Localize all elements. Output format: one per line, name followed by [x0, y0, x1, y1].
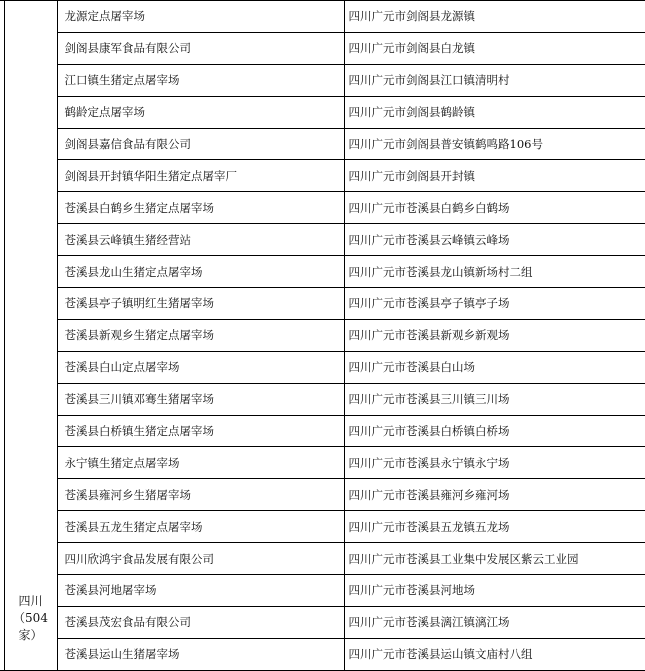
- address-cell: 四川广元市剑阁县开封镇: [344, 160, 645, 192]
- table-row: [0, 192, 645, 224]
- address-cell: 四川广元市苍溪县白鹤乡白鹤场: [344, 192, 645, 224]
- company-name-cell: 苍溪县茂宏食品有限公司: [57, 606, 344, 638]
- address-cell: 四川广元市苍溪县白桥镇白桥场: [344, 415, 645, 447]
- company-name-cell: 剑阁县开封镇华阳生猪定点屠宰厂: [57, 160, 344, 192]
- address-cell: 四川广元市苍溪县河地场: [344, 575, 645, 607]
- table-row: [0, 256, 645, 288]
- table-row: [0, 319, 645, 351]
- table-row: [0, 575, 645, 607]
- table-row: [0, 160, 645, 192]
- table-row: [0, 383, 645, 415]
- table-row: [0, 543, 645, 575]
- table-row: [0, 606, 645, 638]
- company-name-cell: 苍溪县三川镇邓骞生猪屠宰场: [57, 383, 344, 415]
- company-name-cell: 四川欣鸿宇食品发展有限公司: [57, 543, 344, 575]
- company-name-cell: 江口镇生猪定点屠宰场: [57, 64, 344, 96]
- company-name-cell: 鹤龄定点屠宰场: [57, 96, 344, 128]
- company-name-cell: 永宁镇生猪定点屠宰场: [57, 447, 344, 479]
- address-cell: 四川广元市苍溪县雍河乡雍河场: [344, 479, 645, 511]
- province-count: （504: [13, 610, 48, 625]
- table-row: [0, 447, 645, 479]
- table-row: [0, 224, 645, 256]
- table-body: [0, 1, 645, 671]
- company-name-cell: 苍溪县河地屠宰场: [57, 575, 344, 607]
- address-cell: 四川广元市苍溪县亭子镇亭子场: [344, 288, 645, 320]
- province-unit: 家）: [18, 627, 43, 642]
- company-name-cell: 苍溪县运山生猪屠宰场: [57, 638, 344, 670]
- company-name-cell: 苍溪县白桥镇生猪定点屠宰场: [57, 415, 344, 447]
- table-row: [0, 32, 645, 64]
- address-cell: 四川广元市苍溪县云峰镇云峰场: [344, 224, 645, 256]
- table-row: [0, 96, 645, 128]
- address-cell: 四川广元市苍溪县五龙镇五龙场: [344, 511, 645, 543]
- address-cell: 四川广元市苍溪县龙山镇新场村二组: [344, 256, 645, 288]
- table-row: [0, 415, 645, 447]
- address-cell: 四川广元市苍溪县永宁镇永宁场: [344, 447, 645, 479]
- address-cell: 四川广元市苍溪县三川镇三川场: [344, 383, 645, 415]
- table-row: [0, 1, 645, 33]
- address-cell: 四川广元市剑阁县白龙镇: [344, 32, 645, 64]
- table-row: [0, 351, 645, 383]
- table-row: [0, 479, 645, 511]
- address-cell: 四川广元市苍溪县运山镇文庙村八组: [344, 638, 645, 670]
- company-name-cell: 苍溪县雍河乡生猪屠宰场: [57, 479, 344, 511]
- company-name-cell: 苍溪县五龙生猪定点屠宰场: [57, 511, 344, 543]
- company-name-cell: 剑阁县康军食品有限公司: [57, 32, 344, 64]
- company-name-cell: 苍溪县白山定点屠宰场: [57, 351, 344, 383]
- address-cell: 四川广元市剑阁县江口镇清明村: [344, 64, 645, 96]
- table-row: [0, 638, 645, 670]
- address-cell: 四川广元市剑阁县鹤龄镇: [344, 96, 645, 128]
- company-name-cell: 苍溪县白鹤乡生猪定点屠宰场: [57, 192, 344, 224]
- address-cell: 四川广元市苍溪县新观乡新观场: [344, 319, 645, 351]
- company-name-cell: 苍溪县龙山生猪定点屠宰场: [57, 256, 344, 288]
- company-name-cell: 苍溪县亭子镇明红生猪屠宰场: [57, 288, 344, 320]
- address-cell: 四川广元市剑阁县普安镇鹤鸣路106号: [344, 128, 645, 160]
- table-row: [0, 64, 645, 96]
- table-row: [0, 128, 645, 160]
- province-cell: [4, 1, 57, 671]
- address-cell: 四川广元市苍溪县工业集中发展区紫云工业园: [344, 543, 645, 575]
- company-name-cell: 剑阁县嘉信食品有限公司: [57, 128, 344, 160]
- company-name-cell: 苍溪县新观乡生猪定点屠宰场: [57, 319, 344, 351]
- table-row: [0, 288, 645, 320]
- company-name-cell: 苍溪县云峰镇生猪经营站: [57, 224, 344, 256]
- company-name-cell: 龙源定点屠宰场: [57, 1, 344, 33]
- province-name: 四川: [18, 593, 43, 608]
- address-cell: 四川广元市苍溪县白山场: [344, 351, 645, 383]
- table-row: [0, 511, 645, 543]
- address-cell: 四川广元市苍溪县漓江镇漓江场: [344, 606, 645, 638]
- address-cell: 四川广元市剑阁县龙源镇: [344, 1, 645, 33]
